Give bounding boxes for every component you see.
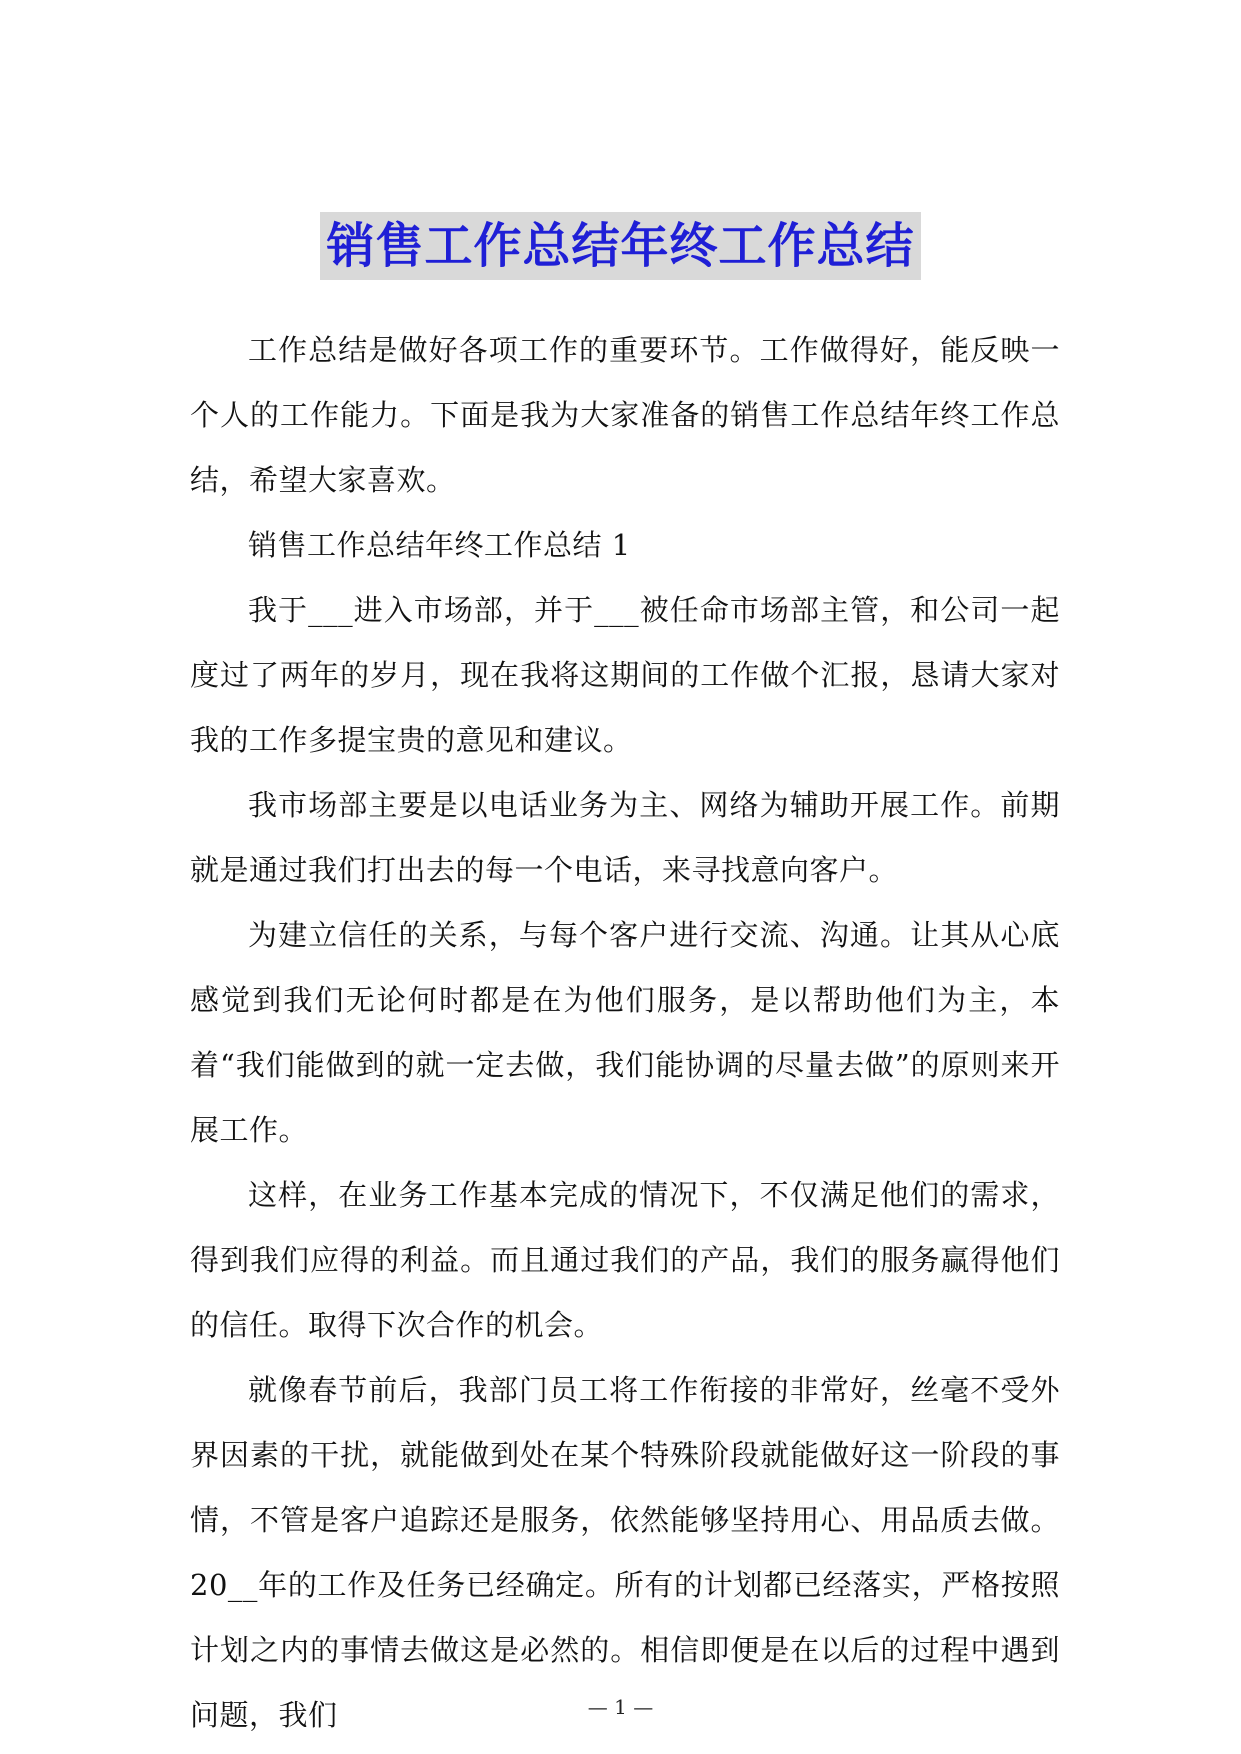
page-number: — 1 — bbox=[587, 1695, 654, 1719]
document-title: 销售工作总结年终工作总结 bbox=[320, 212, 920, 280]
document-body bbox=[190, 318, 1060, 1748]
title-container bbox=[0, 212, 1241, 280]
paragraph-section-heading: 销售工作总结年终工作总结 1 bbox=[248, 528, 631, 562]
paragraph-work-report: 我于___进入市场部，并于___被任命市场部主管，和公司一起度过了两年的岁月，现在我将这期间的工作做个汇报，恳请大家对我的工作多提宝贵的意见和建议。 bbox=[190, 593, 1060, 757]
paragraph-intro: 工作总结是做好各项工作的重要环节。工作做得好，能反映一个人的工作能力。下面是我为大家准备的销售工作总结年终工作总结，希望大家喜欢。 bbox=[190, 333, 1060, 497]
paragraph-spring-festival: 就像春节前后，我部门员工将工作衔接的非常好，丝毫不受外界因素的干扰，就能做到处在某个特殊阶段就能做好这一阶段的事情，不管是客户追踪还是服务，依然能够坚持用心、用品质去做。20__年的工作及任务已经确定。所有的计划都已经落实，严格按照计划之内的事情去做这是必然的。相信即便是在以后的过程中遇到问题，我们 bbox=[190, 1373, 1060, 1732]
paragraph-business-work: 这样，在业务工作基本完成的情况下，不仅满足他们的需求，得到我们应得的利益。而且通过我们的产品，我们的服务赢得他们的信任。取得下次合作的机会。 bbox=[190, 1178, 1060, 1342]
paragraph-trust-relationship: 为建立信任的关系，与每个客户进行交流、沟通。让其从心底感觉到我们无论何时都是在为他们服务，是以帮助他们为主，本着“我们能做到的就一定去做，我们能协调的尽量去做”的原则来开展工作。 bbox=[190, 918, 1060, 1147]
paragraph-market-department: 我市场部主要是以电话业务为主、网络为辅助开展工作。前期就是通过我们打出去的每一个电话，来寻找意向客户。 bbox=[190, 788, 1060, 887]
